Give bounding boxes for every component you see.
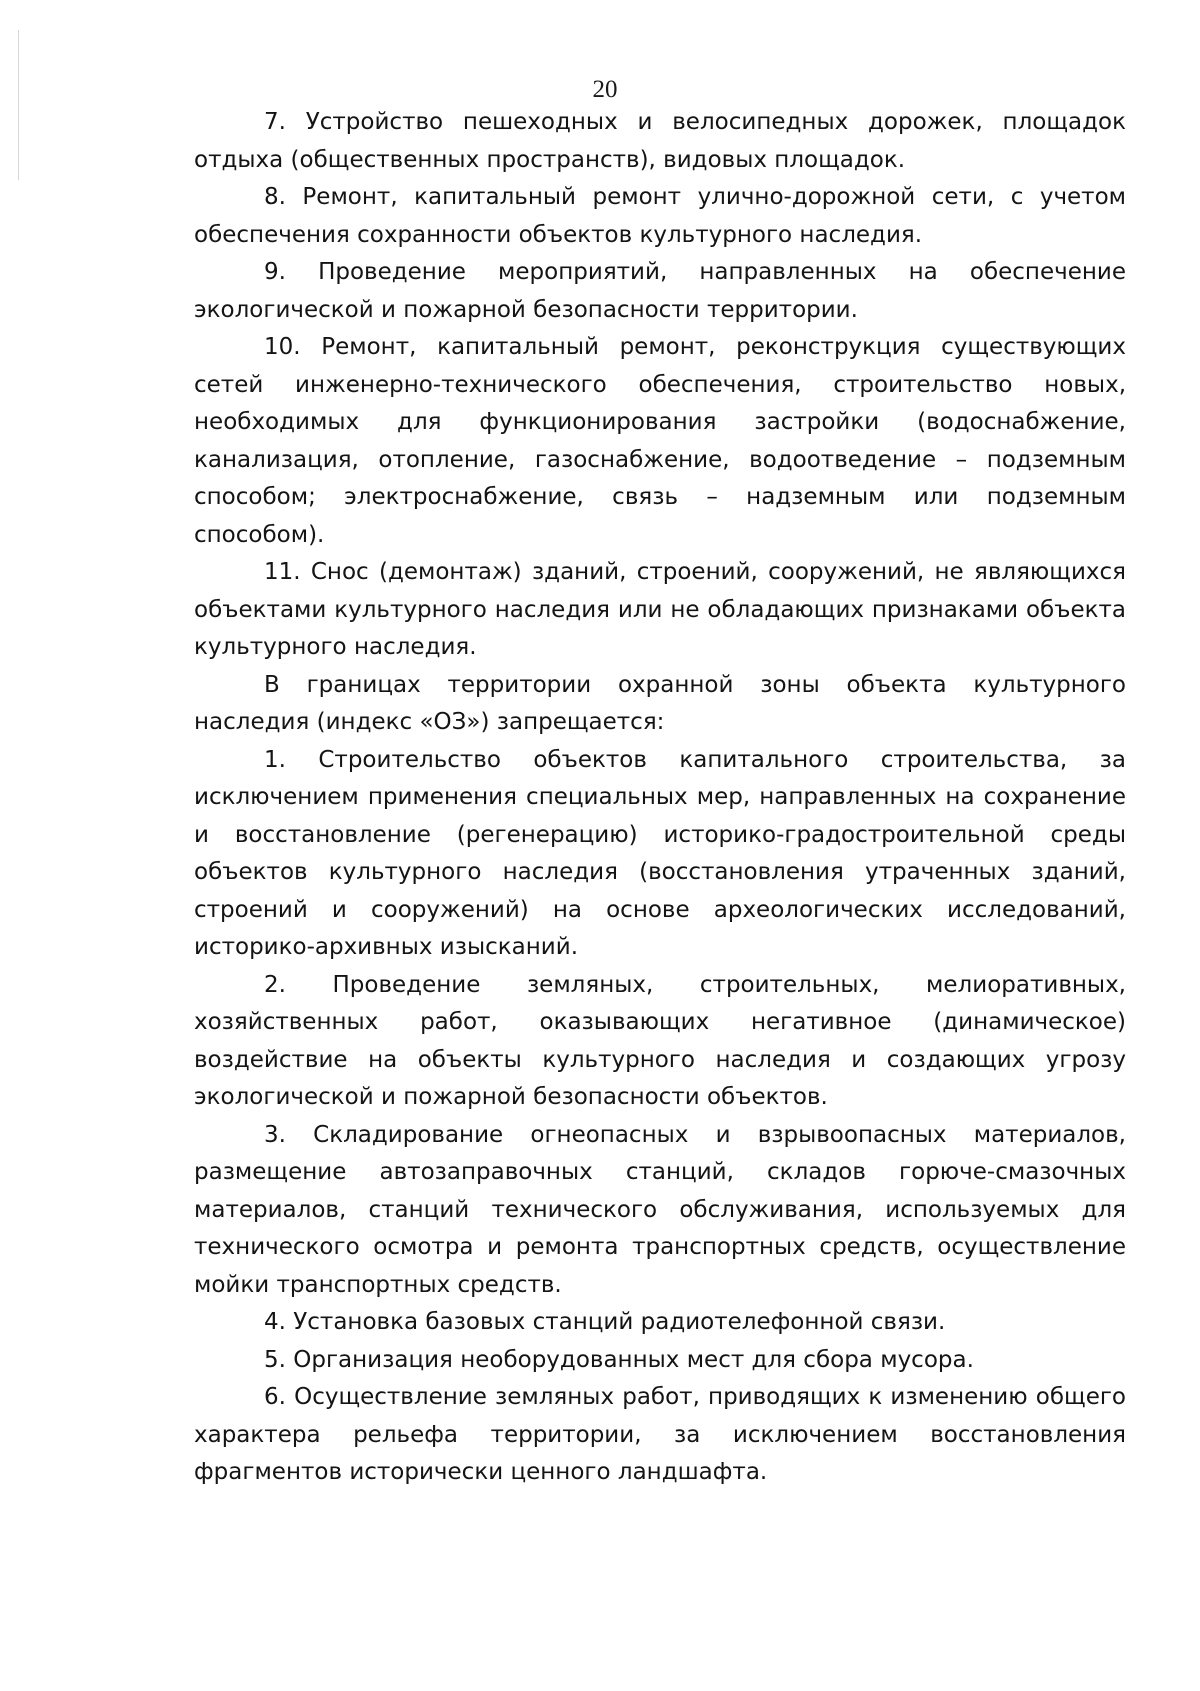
paragraph: 11. Снос (демонтаж) зданий, строений, сооружений, не являющихся объектами культурного наследия или не обладающих признаками объекта культурного наследия. bbox=[194, 559, 1126, 660]
paragraph: 7. Устройство пешеходных и велосипедных дорожек, площадок отдыха (общественных пространств), видовых площадок. bbox=[194, 109, 1126, 173]
document-body bbox=[194, 104, 1126, 1492]
paragraph: 9. Проведение мероприятий, направленных на обеспечение экологической и пожарной безопасности территории. bbox=[194, 259, 1126, 323]
scan-edge-line bbox=[18, 30, 19, 180]
paragraph: 2. Проведение земляных, строительных, мелиоративных, хозяйственных работ, оказывающих негативное (динамическое) воздействие на объекты культурного наследия и создающих угрозу экологической и пожарной безопасности объектов. bbox=[194, 971, 1126, 1110]
paragraph: 3. Складирование огнеопасных и взрывоопасных материалов, размещение автозаправочных станций, складов горюче-смазочных материалов, станций технического обслуживания, используемых для технического осмотра и ремонта транспортных средств, осуществление мойки транспортных средств. bbox=[194, 1121, 1126, 1298]
paragraph: 8. Ремонт, капитальный ремонт улично-дорожной сети, с учетом обеспечения сохранности объектов культурного наследия. bbox=[194, 184, 1126, 248]
paragraph: 1. Строительство объектов капитального строительства, за исключением применения специальных мер, направленных на сохранение и восстановление (регенерацию) историко-градостроительной среды объектов культурного наследия (восстановления утраченных зданий, строений и сооружений) на основе археологических исследований, историко-архивных изысканий. bbox=[194, 746, 1126, 960]
paragraph: 5. Организация необорудованных мест для сбора мусора. bbox=[264, 1346, 974, 1373]
paragraph: 6. Осуществление земляных работ, приводящих к изменению общего характера рельефа территории, за исключением восстановления фрагментов исторически ценного ландшафта. bbox=[194, 1384, 1126, 1485]
page-number: 20 bbox=[592, 76, 618, 103]
section-intro-paragraph: В границах территории охранной зоны объекта культурного наследия (индекс «ОЗ») запрещается: bbox=[194, 671, 1126, 735]
paragraph: 4. Установка базовых станций радиотелефонной связи. bbox=[264, 1309, 946, 1335]
paragraph: 10. Ремонт, капитальный ремонт, реконструкция существующих сетей инженерно-технического обеспечения, строительство новых, необходимых для функционирования застройки (водоснабжение, канализация, отопление, газоснабжение, водоотведение – подземным способом; электроснабжение, связь – надземным или подземным способом). bbox=[194, 334, 1126, 548]
